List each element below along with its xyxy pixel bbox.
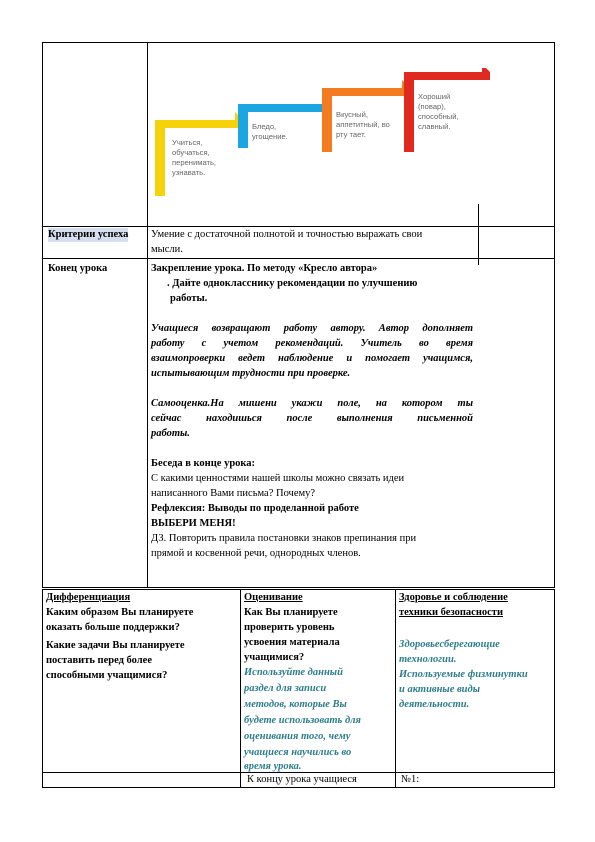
health-italic-4: и активные виды [399, 684, 481, 695]
assess-italic-2: раздел для записи [244, 683, 327, 694]
diff-line-4: поставить перед более [46, 655, 152, 666]
end-p1-line-3: взаимопроверки ведет наблюдение и помогает учащимся, [151, 353, 473, 364]
criteria-text-line-1: Умение с достаточной полнотой и точностью выражать свои [151, 229, 423, 240]
stair-step-1-text: Учиться, обучаться, перенимать, узнавать. [172, 138, 217, 177]
assess-italic-7: время урока. [244, 761, 302, 772]
inner-column-divider [478, 204, 479, 258]
end-p2-line-1: Самооценка.На мишени укажи поле, на котором ты [151, 398, 473, 409]
table-left-border [42, 42, 43, 588]
end-heading: Закрепление урока. По методу «Кресло автора» [151, 263, 378, 274]
health-italic-2: технологии. [399, 654, 457, 665]
footer-middle: К концу урока учащиеся [247, 774, 357, 785]
end-p2-line-2: сейчас находишься после выполнения письменной [151, 413, 473, 424]
bottom-table-left [42, 589, 43, 788]
stair-step-4-text: Хороший (повар), способный, славный. [418, 92, 459, 131]
diff-line-2: оказать больше поддержки? [46, 622, 180, 633]
stairs-diagram [150, 68, 495, 200]
assess-line-1: Как Вы планируете [244, 607, 338, 618]
table-column-divider [147, 42, 148, 588]
assess-italic-6: учащиеся научились во [244, 747, 352, 758]
bottom-table-top [42, 589, 555, 590]
homework-line-1: ДЗ. Повторить правила постановки знаков препинания при [151, 533, 417, 544]
table-row-divider [42, 587, 555, 588]
bottom-table-bottom [42, 787, 555, 788]
assess-italic-4: будете использовать для [244, 715, 361, 726]
table-top-border [42, 42, 555, 43]
criteria-label: Критерии успеха [48, 229, 129, 240]
health-italic-1: Здоровьесберегающие [399, 639, 500, 650]
end-p1-line-4: испытывающим трудности при проверке. [151, 368, 351, 379]
choose-me: ВЫБЕРИ МЕНЯ! [151, 518, 236, 529]
criteria-text-line-2: мысли. [151, 244, 183, 255]
stair-step-3-text: Вкусный, аппетитный, во рту тает. [336, 110, 390, 139]
assess-line-2: проверить уровень [244, 622, 335, 633]
assess-italic-3: методов, которые Вы [244, 699, 347, 710]
end-p1-line-2: работу с учетом рекомендаций. Учитель во время [151, 338, 473, 349]
assess-italic-5: оценивания того, чему [244, 731, 351, 742]
health-italic-5: деятельности. [399, 699, 470, 710]
end-label: Конец урока [48, 263, 108, 274]
end-p2-line-3: работы. [151, 428, 190, 439]
health-title-line-1: Здоровье и соблюдение [399, 592, 508, 603]
assess-line-3: усвоения материала [244, 637, 340, 648]
end-p1-line-1: Учащиеся возвращают работу автору. Автор дополняет [151, 323, 473, 334]
reflection: Рефлексия: Выводы по проделанной работе [151, 503, 359, 514]
footer-right: №1: [401, 774, 420, 785]
bottom-table-divider-2 [395, 589, 396, 788]
assess-title: Оценивание [244, 592, 303, 603]
diff-line-5: способными учащимися? [46, 670, 168, 681]
end-task-line-1: . Дайте однокласснику рекомендации по улучшению [167, 278, 418, 289]
end-task-line-2: работы. [170, 293, 208, 304]
inner-column-divider [478, 259, 479, 265]
bottom-table-right [554, 589, 555, 788]
diff-title: Дифференциация [46, 592, 131, 603]
bottom-table-divider-1 [240, 589, 241, 788]
table-right-border [554, 42, 555, 588]
assess-line-4: учащимися? [244, 652, 305, 663]
diff-line-3: Какие задачи Вы планируете [46, 640, 185, 651]
talk-title: Беседа в конце урока: [151, 458, 256, 469]
talk-line-1: С какими ценностями нашей школы можно связать идеи [151, 473, 405, 484]
assess-italic-1: Используйте данный [244, 667, 343, 678]
homework-line-2: прямой и косвенной речи, однородных членов. [151, 548, 361, 559]
talk-line-2: написанного Вами письма? Почему? [151, 488, 316, 499]
health-title-line-2: техники безопасности [399, 607, 503, 618]
diff-line-1: Каким образом Вы планируете [46, 607, 194, 618]
health-italic-3: Используемые физминутки [399, 669, 528, 680]
stair-step-2-text: Бледо, угощение. [252, 122, 288, 141]
